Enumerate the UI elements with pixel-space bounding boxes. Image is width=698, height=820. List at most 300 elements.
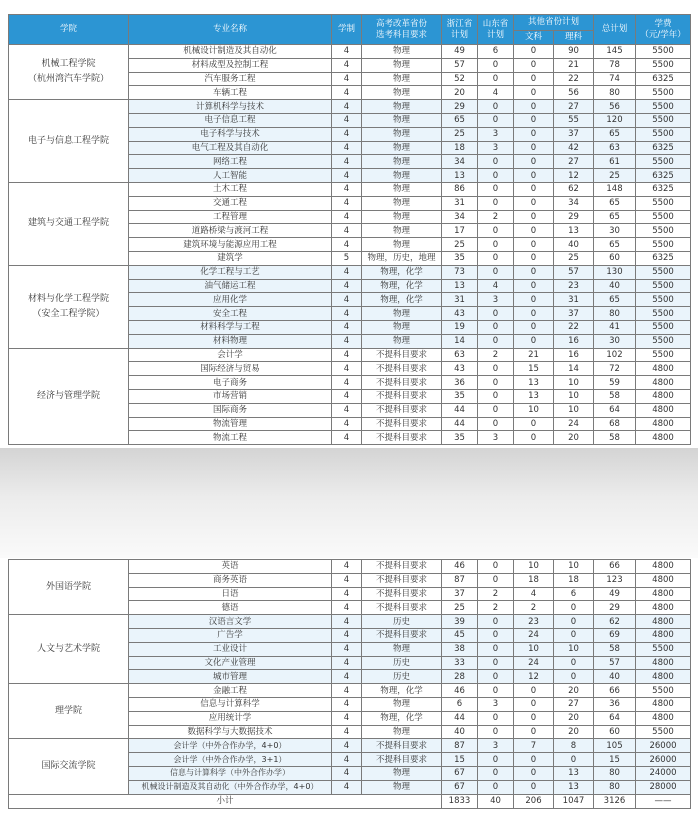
subjects-cell: 物理 (362, 155, 442, 169)
major-cell: 市场营销 (129, 389, 332, 403)
arts-plan-cell: 0 (514, 58, 554, 72)
shandong-plan-cell: 0 (478, 72, 514, 86)
science-plan-cell: 10 (554, 403, 594, 417)
total-plan-cell: 69 (594, 628, 636, 642)
science-plan-cell: 10 (554, 376, 594, 390)
science-plan-cell: 37 (554, 307, 594, 321)
major-cell: 土木工程 (129, 182, 332, 196)
shandong-plan-cell: 0 (478, 113, 514, 127)
fee-cell: 4800 (636, 573, 691, 587)
table-row (9, 560, 691, 574)
total-plan-cell: 30 (594, 334, 636, 348)
duration-cell: 4 (332, 615, 362, 629)
total-plan-cell: 80 (594, 86, 636, 100)
fee-cell: 24000 (636, 766, 691, 780)
arts-plan-cell: 0 (514, 155, 554, 169)
college-name-line: 理学院 (54, 705, 82, 716)
duration-cell: 4 (332, 376, 362, 390)
science-plan-cell: 20 (554, 711, 594, 725)
total-plan-cell: 30 (594, 224, 636, 238)
arts-plan-cell: 0 (514, 141, 554, 155)
duration-cell: 5 (332, 251, 362, 265)
duration-cell: 4 (332, 656, 362, 670)
college-name-line: 机械工程学院 (41, 59, 96, 70)
major-cell: 应用统计学 (129, 711, 332, 725)
college-name (9, 100, 129, 183)
major-cell: 材料科学与工程 (129, 320, 332, 334)
duration-cell: 4 (332, 403, 362, 417)
duration-cell: 4 (332, 224, 362, 238)
science-plan-cell: 10 (554, 560, 594, 574)
major-cell: 机械设计制造及其自动化 (129, 45, 332, 59)
arts-plan-cell: 0 (514, 127, 554, 141)
college-name (9, 182, 129, 265)
subjects-cell: 不提科目要求 (362, 587, 442, 601)
zhejiang-plan-cell: 34 (442, 155, 478, 169)
shandong-plan-cell: 3 (478, 697, 514, 711)
zhejiang-plan-cell: 31 (442, 293, 478, 307)
subjects-cell: 物理，历史，地理 (362, 251, 442, 265)
major-cell: 国际经济与贸易 (129, 362, 332, 376)
zhejiang-plan-cell: 35 (442, 389, 478, 403)
major-cell: 物流工程 (129, 431, 332, 445)
science-plan-cell: 12 (554, 169, 594, 183)
subjects-cell: 物理 (362, 320, 442, 334)
arts-plan-cell: 13 (514, 389, 554, 403)
header-fee: 学费 （元/学年） (636, 15, 691, 45)
subtotal-science: 1047 (554, 794, 594, 808)
zhejiang-plan-cell: 49 (442, 45, 478, 59)
duration-cell: 4 (332, 348, 362, 362)
duration-cell: 4 (332, 238, 362, 252)
subjects-cell: 物理 (362, 697, 442, 711)
zhejiang-plan-cell: 87 (442, 739, 478, 753)
college-name-line: 建筑与交通工程学院 (27, 218, 109, 229)
total-plan-cell: 64 (594, 711, 636, 725)
total-plan-cell: 36 (594, 697, 636, 711)
zhejiang-plan-cell: 65 (442, 113, 478, 127)
total-plan-cell: 41 (594, 320, 636, 334)
zhejiang-plan-cell: 45 (442, 628, 478, 642)
header-science: 理科 (554, 31, 594, 45)
total-plan-cell: 66 (594, 684, 636, 698)
major-cell: 建筑学 (129, 251, 332, 265)
fee-cell: 6325 (636, 182, 691, 196)
fee-cell: 5500 (636, 210, 691, 224)
science-plan-cell: 22 (554, 72, 594, 86)
duration-cell: 4 (332, 389, 362, 403)
major-cell: 化学工程与工艺 (129, 265, 332, 279)
science-plan-cell: 0 (554, 656, 594, 670)
arts-plan-cell: 7 (514, 739, 554, 753)
fee-cell: 28000 (636, 780, 691, 794)
total-plan-cell: 60 (594, 725, 636, 739)
fee-cell: 4800 (636, 389, 691, 403)
zhejiang-plan-cell: 25 (442, 238, 478, 252)
fee-cell: 5500 (636, 86, 691, 100)
major-cell: 材料成型及控制工程 (129, 58, 332, 72)
duration-cell: 4 (332, 293, 362, 307)
subtotal-row (9, 794, 691, 808)
science-plan-cell: 27 (554, 100, 594, 114)
major-cell: 英语 (129, 560, 332, 574)
duration-cell: 4 (332, 711, 362, 725)
subjects-cell: 物理 (362, 238, 442, 252)
enrollment-table-top (8, 14, 691, 445)
science-plan-cell: 0 (554, 670, 594, 684)
shandong-plan-cell: 0 (478, 780, 514, 794)
science-plan-cell: 13 (554, 766, 594, 780)
arts-plan-cell: 4 (514, 587, 554, 601)
fee-cell: 4800 (636, 403, 691, 417)
major-cell: 工程管理 (129, 210, 332, 224)
college-name-line: 外国语学院 (45, 581, 91, 592)
fee-cell: 4800 (636, 431, 691, 445)
header-subjects: 高考改革省份 选考科目要求 (362, 15, 442, 45)
science-plan-cell: 0 (554, 615, 594, 629)
major-cell: 广告学 (129, 628, 332, 642)
major-cell: 工业设计 (129, 642, 332, 656)
college-name (9, 560, 129, 615)
arts-plan-cell: 0 (514, 753, 554, 767)
duration-cell: 4 (332, 279, 362, 293)
fee-cell: 4800 (636, 417, 691, 431)
total-plan-cell: 15 (594, 753, 636, 767)
zhejiang-plan-cell: 29 (442, 100, 478, 114)
science-plan-cell: 20 (554, 684, 594, 698)
science-plan-cell: 10 (554, 389, 594, 403)
science-plan-cell: 34 (554, 196, 594, 210)
shandong-plan-cell: 0 (478, 766, 514, 780)
science-plan-cell: 10 (554, 642, 594, 656)
arts-plan-cell: 10 (514, 560, 554, 574)
arts-plan-cell: 18 (514, 573, 554, 587)
shandong-plan-cell: 0 (478, 725, 514, 739)
total-plan-cell: 65 (594, 127, 636, 141)
science-plan-cell: 18 (554, 573, 594, 587)
shandong-plan-cell: 2 (478, 587, 514, 601)
major-cell: 道路桥梁与渡河工程 (129, 224, 332, 238)
subjects-cell: 不提科目要求 (362, 753, 442, 767)
zhejiang-plan-cell: 34 (442, 210, 478, 224)
arts-plan-cell: 0 (514, 169, 554, 183)
header-zhejiang: 浙江省 计划 (442, 15, 478, 45)
major-cell: 汉语言文学 (129, 615, 332, 629)
fee-cell: 5500 (636, 196, 691, 210)
college-name-line: 人文与艺术学院 (36, 643, 100, 654)
arts-plan-cell: 12 (514, 670, 554, 684)
duration-cell: 4 (332, 307, 362, 321)
duration-cell: 4 (332, 265, 362, 279)
fee-cell: 5500 (636, 58, 691, 72)
subtotal-zhejiang: 1833 (442, 794, 478, 808)
subjects-cell: 不提科目要求 (362, 389, 442, 403)
fee-cell: 4800 (636, 656, 691, 670)
subjects-cell: 不提科目要求 (362, 417, 442, 431)
arts-plan-cell: 0 (514, 766, 554, 780)
science-plan-cell: 0 (554, 601, 594, 615)
header-major: 专业名称 (129, 15, 332, 45)
total-plan-cell: 60 (594, 251, 636, 265)
subjects-cell: 物理 (362, 780, 442, 794)
arts-plan-cell: 15 (514, 362, 554, 376)
subjects-cell: 不提科目要求 (362, 376, 442, 390)
science-plan-cell: 55 (554, 113, 594, 127)
enrollment-table-bottom (8, 559, 691, 809)
arts-plan-cell: 10 (514, 403, 554, 417)
science-plan-cell: 62 (554, 182, 594, 196)
duration-cell: 4 (332, 560, 362, 574)
zhejiang-plan-cell: 63 (442, 348, 478, 362)
shandong-plan-cell: 0 (478, 403, 514, 417)
total-plan-cell: 120 (594, 113, 636, 127)
zhejiang-plan-cell: 31 (442, 196, 478, 210)
fee-cell: 4800 (636, 697, 691, 711)
arts-plan-cell: 0 (514, 182, 554, 196)
subjects-cell: 物理 (362, 210, 442, 224)
arts-plan-cell: 0 (514, 100, 554, 114)
total-plan-cell: 58 (594, 389, 636, 403)
science-plan-cell: 20 (554, 725, 594, 739)
major-cell: 人工智能 (129, 169, 332, 183)
total-plan-cell: 65 (594, 238, 636, 252)
fee-cell: 5500 (636, 265, 691, 279)
duration-cell: 4 (332, 573, 362, 587)
subjects-cell: 物理，化学 (362, 279, 442, 293)
science-plan-cell: 14 (554, 362, 594, 376)
duration-cell: 4 (332, 601, 362, 615)
fee-cell: 5500 (636, 238, 691, 252)
duration-cell: 4 (332, 670, 362, 684)
subjects-cell: 不提科目要求 (362, 403, 442, 417)
shandong-plan-cell: 0 (478, 389, 514, 403)
total-plan-cell: 61 (594, 155, 636, 169)
science-plan-cell: 57 (554, 265, 594, 279)
shandong-plan-cell: 0 (478, 560, 514, 574)
arts-plan-cell: 0 (514, 293, 554, 307)
major-cell: 会计学 (129, 348, 332, 362)
shandong-plan-cell: 3 (478, 431, 514, 445)
science-plan-cell: 90 (554, 45, 594, 59)
subtotal-label: 小计 (9, 794, 442, 808)
total-plan-cell: 74 (594, 72, 636, 86)
table-body-bottom (9, 560, 691, 795)
shandong-plan-cell: 0 (478, 670, 514, 684)
major-cell: 机械设计制造及其自动化（中外合作办学，4+0） (129, 780, 332, 794)
subjects-cell: 不提科目要求 (362, 601, 442, 615)
table-row (9, 739, 691, 753)
shandong-plan-cell: 0 (478, 573, 514, 587)
total-plan-cell: 57 (594, 656, 636, 670)
fee-cell: 4800 (636, 628, 691, 642)
fee-cell: 4800 (636, 601, 691, 615)
fee-cell: 6325 (636, 169, 691, 183)
arts-plan-cell: 0 (514, 72, 554, 86)
arts-plan-cell: 0 (514, 320, 554, 334)
duration-cell: 4 (332, 780, 362, 794)
fee-cell: 4800 (636, 615, 691, 629)
major-cell: 文化产业管理 (129, 656, 332, 670)
fee-cell: 4800 (636, 670, 691, 684)
arts-plan-cell: 0 (514, 697, 554, 711)
zhejiang-plan-cell: 67 (442, 766, 478, 780)
zhejiang-plan-cell: 67 (442, 780, 478, 794)
zhejiang-plan-cell: 57 (442, 58, 478, 72)
duration-cell: 4 (332, 100, 362, 114)
arts-plan-cell: 13 (514, 376, 554, 390)
zhejiang-plan-cell: 73 (442, 265, 478, 279)
subjects-cell: 不提科目要求 (362, 431, 442, 445)
zhejiang-plan-cell: 43 (442, 307, 478, 321)
zhejiang-plan-cell: 19 (442, 320, 478, 334)
science-plan-cell: 42 (554, 141, 594, 155)
total-plan-cell: 66 (594, 560, 636, 574)
major-cell: 电气工程及其自动化 (129, 141, 332, 155)
fee-cell: 6325 (636, 72, 691, 86)
college-name (9, 615, 129, 684)
zhejiang-plan-cell: 37 (442, 587, 478, 601)
page-gap (0, 448, 698, 558)
shandong-plan-cell: 0 (478, 224, 514, 238)
subtotal-shandong: 40 (478, 794, 514, 808)
table-row (9, 348, 691, 362)
science-plan-cell: 8 (554, 739, 594, 753)
subjects-cell: 物理 (362, 725, 442, 739)
subjects-cell: 物理，化学 (362, 684, 442, 698)
arts-plan-cell: 0 (514, 113, 554, 127)
college-name-line: （安全工程学院） (32, 308, 105, 319)
shandong-plan-cell: 0 (478, 155, 514, 169)
duration-cell: 4 (332, 725, 362, 739)
total-plan-cell: 49 (594, 587, 636, 601)
zhejiang-plan-cell: 36 (442, 376, 478, 390)
subjects-cell: 物理 (362, 307, 442, 321)
fee-cell: 5500 (636, 113, 691, 127)
fee-cell: 4800 (636, 711, 691, 725)
duration-cell: 4 (332, 127, 362, 141)
major-cell: 城市管理 (129, 670, 332, 684)
shandong-plan-cell: 0 (478, 334, 514, 348)
major-cell: 德语 (129, 601, 332, 615)
major-cell: 日语 (129, 587, 332, 601)
header-college: 学院 (9, 15, 129, 45)
major-cell: 电子商务 (129, 376, 332, 390)
shandong-plan-cell: 0 (478, 362, 514, 376)
arts-plan-cell: 2 (514, 601, 554, 615)
zhejiang-plan-cell: 43 (442, 362, 478, 376)
arts-plan-cell: 0 (514, 251, 554, 265)
science-plan-cell: 25 (554, 251, 594, 265)
shandong-plan-cell: 0 (478, 238, 514, 252)
subjects-cell: 不提科目要求 (362, 560, 442, 574)
shandong-plan-cell: 0 (478, 753, 514, 767)
subjects-cell: 物理，化学 (362, 265, 442, 279)
fee-cell: 4800 (636, 376, 691, 390)
header-other-provinces: 其他省份计划 (514, 15, 594, 31)
major-cell: 汽车服务工程 (129, 72, 332, 86)
zhejiang-plan-cell: 40 (442, 725, 478, 739)
total-plan-cell: 64 (594, 403, 636, 417)
fee-cell: 5500 (636, 100, 691, 114)
shandong-plan-cell: 0 (478, 711, 514, 725)
total-plan-cell: 25 (594, 169, 636, 183)
fee-cell: 5500 (636, 684, 691, 698)
zhejiang-plan-cell: 35 (442, 431, 478, 445)
college-name-line: （杭州湾汽车学院） (27, 74, 109, 85)
shandong-plan-cell: 0 (478, 628, 514, 642)
arts-plan-cell: 0 (514, 238, 554, 252)
science-plan-cell: 29 (554, 210, 594, 224)
total-plan-cell: 80 (594, 307, 636, 321)
major-cell: 车辆工程 (129, 86, 332, 100)
arts-plan-cell: 0 (514, 334, 554, 348)
shandong-plan-cell: 0 (478, 684, 514, 698)
major-cell: 物流管理 (129, 417, 332, 431)
arts-plan-cell: 0 (514, 684, 554, 698)
arts-plan-cell: 23 (514, 615, 554, 629)
total-plan-cell: 58 (594, 642, 636, 656)
duration-cell: 4 (332, 169, 362, 183)
duration-cell: 4 (332, 210, 362, 224)
zhejiang-plan-cell: 44 (442, 417, 478, 431)
zhejiang-plan-cell: 86 (442, 182, 478, 196)
fee-cell: 26000 (636, 739, 691, 753)
college-name-line: 经济与管理学院 (36, 390, 100, 401)
college-name (9, 265, 129, 348)
duration-cell: 4 (332, 431, 362, 445)
table-row (9, 182, 691, 196)
arts-plan-cell: 0 (514, 725, 554, 739)
subjects-cell: 不提科目要求 (362, 628, 442, 642)
total-plan-cell: 123 (594, 573, 636, 587)
major-cell: 应用化学 (129, 293, 332, 307)
arts-plan-cell: 21 (514, 348, 554, 362)
subjects-cell: 物理 (362, 45, 442, 59)
subjects-cell: 物理，化学 (362, 293, 442, 307)
science-plan-cell: 16 (554, 348, 594, 362)
total-plan-cell: 72 (594, 362, 636, 376)
table-body-top (9, 45, 691, 445)
arts-plan-cell: 0 (514, 417, 554, 431)
header-arts: 文科 (514, 31, 554, 45)
zhejiang-plan-cell: 15 (442, 753, 478, 767)
fee-cell: 5500 (636, 45, 691, 59)
subjects-cell: 物理 (362, 86, 442, 100)
shandong-plan-cell: 0 (478, 615, 514, 629)
total-plan-cell: 130 (594, 265, 636, 279)
subjects-cell: 物理 (362, 72, 442, 86)
arts-plan-cell: 0 (514, 431, 554, 445)
major-cell: 交通工程 (129, 196, 332, 210)
duration-cell: 4 (332, 587, 362, 601)
arts-plan-cell: 24 (514, 656, 554, 670)
fee-cell: 5500 (636, 127, 691, 141)
subjects-cell: 物理 (362, 642, 442, 656)
fee-cell: 5500 (636, 279, 691, 293)
fee-cell: 26000 (636, 753, 691, 767)
duration-cell: 4 (332, 182, 362, 196)
fee-cell: 5500 (636, 642, 691, 656)
duration-cell: 4 (332, 334, 362, 348)
shandong-plan-cell: 3 (478, 293, 514, 307)
shandong-plan-cell: 0 (478, 58, 514, 72)
major-cell: 信息与计算科学（中外合作办学） (129, 766, 332, 780)
zhejiang-plan-cell: 20 (442, 86, 478, 100)
arts-plan-cell: 10 (514, 642, 554, 656)
subjects-cell: 历史 (362, 656, 442, 670)
duration-cell: 4 (332, 417, 362, 431)
duration-cell: 4 (332, 72, 362, 86)
